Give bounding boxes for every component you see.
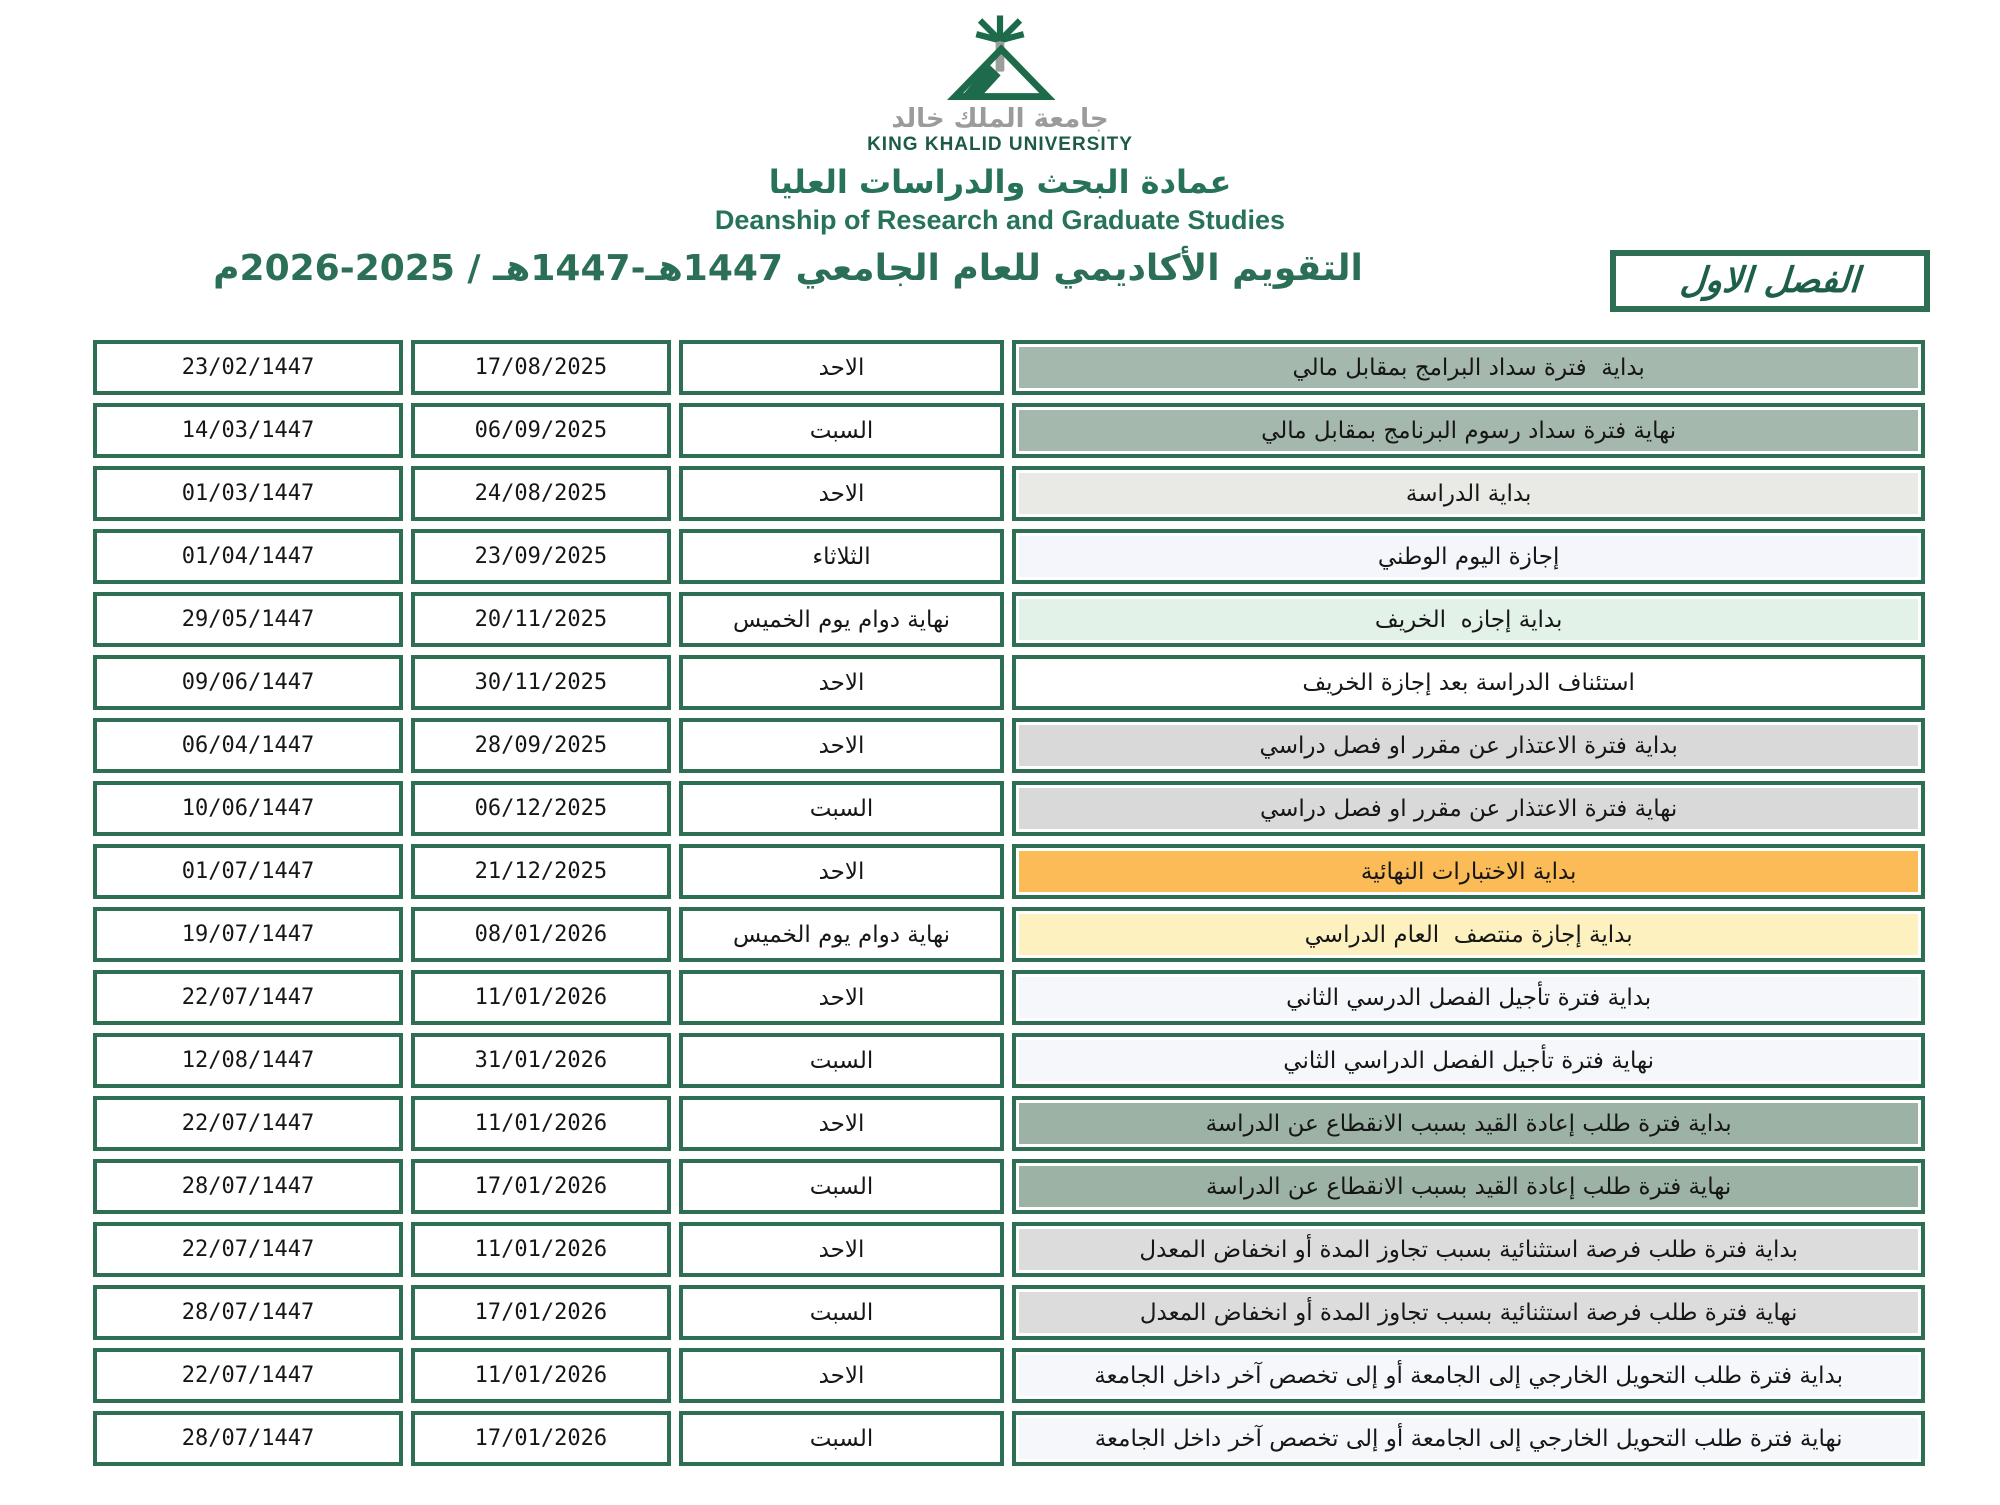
gregorian-date-cell xyxy=(411,1222,671,1277)
gregorian-date: 17/01/2026 xyxy=(474,1426,608,1451)
table-row xyxy=(93,592,1925,647)
day-cell xyxy=(679,1411,1005,1466)
table-row xyxy=(93,844,1925,899)
table-row xyxy=(93,1285,1925,1340)
event-cell xyxy=(1012,907,1925,962)
day-label: الاحد xyxy=(818,480,865,507)
event-label: نهاية فترة طلب إعادة القيد بسبب الانقطاع عن الدراسة xyxy=(1206,1173,1732,1200)
university-name-english: KING KHALID UNIVERSITY xyxy=(867,134,1133,155)
day-label: الاحد xyxy=(818,732,865,759)
gregorian-date-cell xyxy=(411,1348,671,1403)
day-label: السبت xyxy=(809,1425,874,1452)
day-cell xyxy=(679,781,1005,836)
event-cell xyxy=(1012,1222,1925,1277)
hijri-date: 22/07/1447 xyxy=(181,1363,315,1388)
gregorian-date: 28/09/2025 xyxy=(474,733,608,758)
table-row xyxy=(93,970,1925,1025)
hijri-date-cell xyxy=(93,781,403,836)
gregorian-date: 11/01/2026 xyxy=(474,1111,608,1136)
gregorian-date: 06/12/2025 xyxy=(474,796,608,821)
semester-badge xyxy=(1610,250,1930,312)
table-row xyxy=(93,781,1925,836)
day-cell xyxy=(679,844,1005,899)
hijri-date-cell xyxy=(93,1222,403,1277)
day-cell xyxy=(679,655,1005,710)
deanship-name-arabic: عمادة البحث والدراسات العليا xyxy=(768,163,1232,201)
day-cell xyxy=(679,529,1005,584)
gregorian-date: 11/01/2026 xyxy=(474,985,608,1010)
event-cell xyxy=(1012,844,1925,899)
hijri-date: 10/06/1447 xyxy=(181,796,315,821)
day-label: نهاية دوام يوم الخميس xyxy=(733,606,950,633)
hijri-date-cell xyxy=(93,844,403,899)
event-label: استئناف الدراسة بعد إجازة الخريف xyxy=(1302,669,1635,696)
table-row xyxy=(93,1348,1925,1403)
day-cell xyxy=(679,1033,1005,1088)
event-cell xyxy=(1012,592,1925,647)
hijri-date-cell xyxy=(93,1159,403,1214)
gregorian-date: 20/11/2025 xyxy=(474,607,608,632)
table-row xyxy=(93,1096,1925,1151)
hijri-date: 22/07/1447 xyxy=(181,985,315,1010)
day-cell xyxy=(679,592,1005,647)
day-label: السبت xyxy=(809,1173,874,1200)
table-row xyxy=(93,1033,1925,1088)
event-label: بداية إجازه الخريف xyxy=(1374,606,1563,633)
hijri-date: 14/03/1447 xyxy=(181,418,315,443)
gregorian-date-cell xyxy=(411,340,671,395)
day-label: الاحد xyxy=(818,354,865,381)
event-label: بداية الدراسة xyxy=(1405,480,1532,507)
hijri-date-cell xyxy=(93,970,403,1025)
hijri-date: 19/07/1447 xyxy=(181,922,315,947)
gregorian-date: 24/08/2025 xyxy=(474,481,608,506)
day-label: الاحد xyxy=(818,984,865,1011)
event-label: بداية فترة طلب إعادة القيد بسبب الانقطاع عن الدراسة xyxy=(1205,1110,1732,1137)
day-cell xyxy=(679,1348,1005,1403)
gregorian-date: 17/01/2026 xyxy=(474,1300,608,1325)
event-label: بداية فترة سداد البرامج بمقابل مالي xyxy=(1292,354,1645,381)
gregorian-date-cell xyxy=(411,844,671,899)
event-cell xyxy=(1012,1159,1925,1214)
event-cell xyxy=(1012,466,1925,521)
day-label: الاحد xyxy=(818,858,865,885)
table-row xyxy=(93,1222,1925,1277)
event-label: بداية فترة الاعتذار عن مقرر او فصل دراسي xyxy=(1259,732,1678,759)
gregorian-date: 21/12/2025 xyxy=(474,859,608,884)
hijri-date-cell xyxy=(93,1348,403,1403)
hijri-date-cell xyxy=(93,403,403,458)
event-label: بداية إجازة منتصف العام الدراسي xyxy=(1304,921,1633,948)
table-row xyxy=(93,340,1925,395)
event-cell xyxy=(1012,340,1925,395)
gregorian-date: 30/11/2025 xyxy=(474,670,608,695)
event-label: نهاية فترة طلب فرصة استثنائية بسبب تجاوز المدة أو انخفاض المعدل xyxy=(1139,1299,1798,1326)
hijri-date-cell xyxy=(93,907,403,962)
gregorian-date-cell xyxy=(411,1096,671,1151)
gregorian-date-cell xyxy=(411,466,671,521)
hijri-date: 12/08/1447 xyxy=(181,1048,315,1073)
event-label: بداية فترة طلب فرصة استثنائية بسبب تجاوز المدة أو انخفاض المعدل xyxy=(1139,1236,1798,1263)
gregorian-date-cell xyxy=(411,907,671,962)
day-label: الثلاثاء xyxy=(812,543,871,570)
event-cell xyxy=(1012,970,1925,1025)
day-label: السبت xyxy=(809,1299,874,1326)
day-cell xyxy=(679,1222,1005,1277)
gregorian-date-cell xyxy=(411,529,671,584)
hijri-date: 22/07/1447 xyxy=(181,1237,315,1262)
gregorian-date: 23/09/2025 xyxy=(474,544,608,569)
event-cell xyxy=(1012,718,1925,773)
gregorian-date: 31/01/2026 xyxy=(474,1048,608,1073)
title-row xyxy=(0,246,1576,292)
gregorian-date: 17/01/2026 xyxy=(474,1174,608,1199)
gregorian-date-cell xyxy=(411,1159,671,1214)
hijri-date: 28/07/1447 xyxy=(181,1426,315,1451)
hijri-date: 01/07/1447 xyxy=(181,859,315,884)
hijri-date: 09/06/1447 xyxy=(181,670,315,695)
event-label: نهاية فترة تأجيل الفصل الدراسي الثاني xyxy=(1283,1047,1654,1074)
event-label: نهاية فترة طلب التحويل الخارجي إلى الجامعة أو إلى تخصص آخر داخل الجامعة xyxy=(1094,1425,1843,1452)
event-cell xyxy=(1012,529,1925,584)
day-cell xyxy=(679,1096,1005,1151)
event-cell xyxy=(1012,655,1925,710)
gregorian-date-cell xyxy=(411,1411,671,1466)
day-label: الاحد xyxy=(818,1110,865,1137)
event-cell xyxy=(1012,1033,1925,1088)
gregorian-date-cell xyxy=(411,1033,671,1088)
event-label: نهاية فترة سداد رسوم البرنامج بمقابل مالي xyxy=(1261,417,1677,444)
day-label: السبت xyxy=(809,417,874,444)
event-label: بداية الاختبارات النهائية xyxy=(1360,858,1577,885)
event-label: إجازة اليوم الوطني xyxy=(1377,543,1560,570)
table-row xyxy=(93,718,1925,773)
day-label: السبت xyxy=(809,795,874,822)
gregorian-date: 11/01/2026 xyxy=(474,1363,608,1388)
calendar-table xyxy=(93,340,1925,1474)
gregorian-date: 06/09/2025 xyxy=(474,418,608,443)
hijri-date-cell xyxy=(93,1285,403,1340)
semester-badge-label: الفصل الاول xyxy=(1679,261,1861,301)
gregorian-date-cell xyxy=(411,1285,671,1340)
table-row xyxy=(93,907,1925,962)
hijri-date-cell xyxy=(93,718,403,773)
hijri-date-cell xyxy=(93,1096,403,1151)
gregorian-date: 08/01/2026 xyxy=(474,922,608,947)
deanship-name-english: Deanship of Research and Graduate Studies xyxy=(714,205,1286,235)
page-title: التقويم الأكاديمي للعام الجامعي 1447هـ-1447هـ / 2025-2026م xyxy=(213,248,1363,289)
table-row xyxy=(93,403,1925,458)
event-label: بداية فترة طلب التحويل الخارجي إلى الجامعة أو إلى تخصص آخر داخل الجامعة xyxy=(1094,1362,1843,1389)
hijri-date-cell xyxy=(93,529,403,584)
hijri-date-cell xyxy=(93,1033,403,1088)
page-header xyxy=(0,0,2000,236)
table-row xyxy=(93,529,1925,584)
event-cell xyxy=(1012,403,1925,458)
gregorian-date-cell xyxy=(411,970,671,1025)
hijri-date: 01/03/1447 xyxy=(181,481,315,506)
hijri-date-cell xyxy=(93,466,403,521)
day-label: الاحد xyxy=(818,1362,865,1389)
gregorian-date-cell xyxy=(411,592,671,647)
day-cell xyxy=(679,970,1005,1025)
day-label: السبت xyxy=(809,1047,874,1074)
hijri-date: 29/05/1447 xyxy=(181,607,315,632)
event-cell xyxy=(1012,781,1925,836)
day-label: نهاية دوام يوم الخميس xyxy=(733,921,950,948)
hijri-date-cell xyxy=(93,655,403,710)
gregorian-date-cell xyxy=(411,781,671,836)
university-logo-icon xyxy=(925,8,1075,104)
hijri-date-cell xyxy=(93,592,403,647)
hijri-date: 22/07/1447 xyxy=(181,1111,315,1136)
gregorian-date-cell xyxy=(411,718,671,773)
table-row xyxy=(93,1411,1925,1466)
table-row xyxy=(93,1159,1925,1214)
gregorian-date: 11/01/2026 xyxy=(474,1237,608,1262)
day-cell xyxy=(679,1285,1005,1340)
hijri-date-cell xyxy=(93,1411,403,1466)
day-cell xyxy=(679,1159,1005,1214)
day-cell xyxy=(679,403,1005,458)
gregorian-date-cell xyxy=(411,403,671,458)
table-row xyxy=(93,466,1925,521)
event-cell xyxy=(1012,1096,1925,1151)
hijri-date-cell xyxy=(93,340,403,395)
hijri-date: 28/07/1447 xyxy=(181,1300,315,1325)
day-cell xyxy=(679,466,1005,521)
event-cell xyxy=(1012,1285,1925,1340)
gregorian-date-cell xyxy=(411,655,671,710)
day-cell xyxy=(679,907,1005,962)
event-cell xyxy=(1012,1348,1925,1403)
event-label: نهاية فترة الاعتذار عن مقرر او فصل دراسي xyxy=(1259,795,1678,822)
hijri-date: 01/04/1447 xyxy=(181,544,315,569)
day-label: الاحد xyxy=(818,669,865,696)
table-row xyxy=(93,655,1925,710)
hijri-date: 06/04/1447 xyxy=(181,733,315,758)
hijri-date: 23/02/1447 xyxy=(181,355,315,380)
day-cell xyxy=(679,340,1005,395)
hijri-date: 28/07/1447 xyxy=(181,1174,315,1199)
day-cell xyxy=(679,718,1005,773)
day-label: الاحد xyxy=(818,1236,865,1263)
university-name-arabic: جامعة الملك خالد xyxy=(891,104,1109,134)
event-label: بداية فترة تأجيل الفصل الدرسي الثاني xyxy=(1286,984,1652,1011)
event-cell xyxy=(1012,1411,1925,1466)
gregorian-date: 17/08/2025 xyxy=(474,355,608,380)
